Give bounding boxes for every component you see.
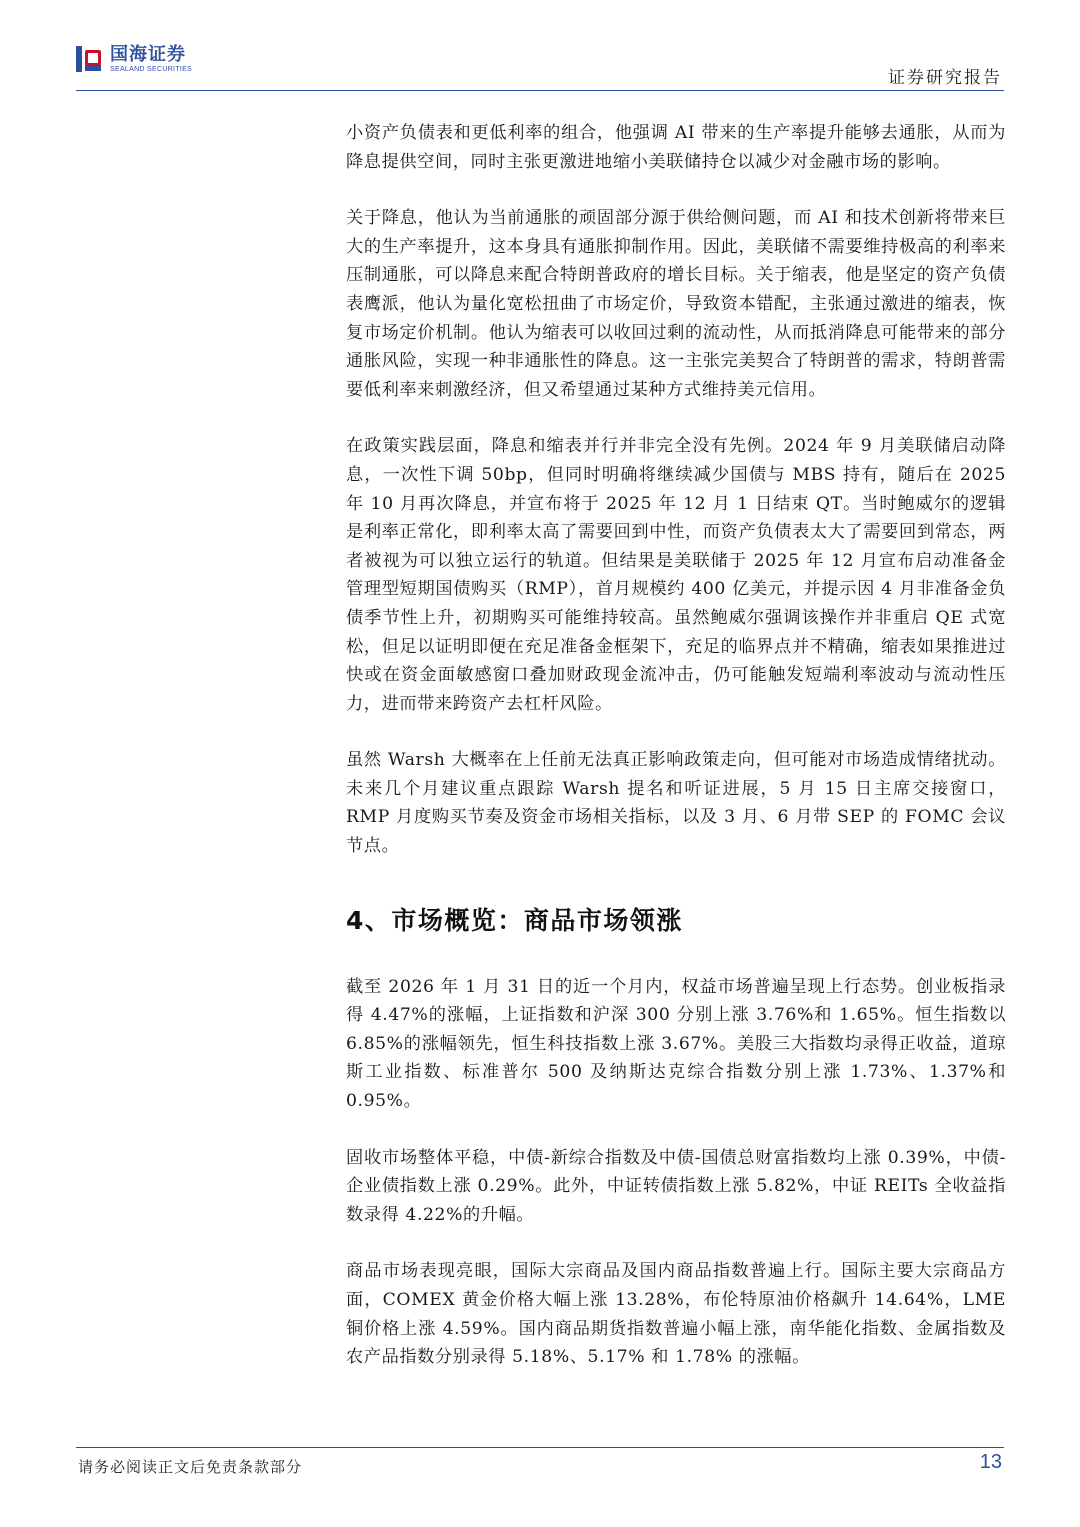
page-header (0, 0, 1080, 92)
sealand-logo-icon (76, 44, 104, 74)
body-paragraph: 固收市场整体平稳，中债-新综合指数及中债-国债总财富指数均上涨 0.39%，中债-企业债指数上涨 0.29%。此外，中证转债指数上涨 5.82%，中证 REITs 全收益指数录得 4.22%的升幅。 (346, 1147, 1006, 1225)
footer-divider (76, 1447, 1004, 1448)
logo-name-en: SEALAND SECURITIES (110, 65, 193, 73)
header-divider (76, 90, 1004, 91)
body-paragraph: 商品市场表现亮眼，国际大宗商品及国内商品指数普遍上行。国际主要大宗商品方面，COMEX 黄金价格大幅上涨 13.28%，布伦特原油价格飙升 14.64%，LME 铜价格上涨 4.59%。国内商品期货指数普遍小幅上涨，南华能化指数、金属指数及农产品指数分别录得 5.18%、5.17% 和 1.78% 的涨幅。 (346, 1261, 1006, 1368)
report-body (346, 119, 1006, 1400)
body-paragraph: 虽然 Warsh 大概率在上任前无法真正影响政策走向，但可能对市场造成情绪扰动。未来几个月建议重点跟踪 Warsh 提名和听证进展，5 月 15 日主席交接窗口，RMP 月度购买节奏及资金市场相关指标，以及 3 月、6 月带 SEP 的 FOMC 会议节点。 (346, 750, 1006, 857)
body-paragraph: 小资产负债表和更低利率的组合，他强调 AI 带来的生产率提升能够去通胀，从而为降息提供空间，同时主张更激进地缩小美联储持仓以减少对金融市场的影响。 (346, 123, 1006, 172)
section-heading: 4、市场概览：商品市场领涨 (346, 905, 683, 935)
company-logo (76, 44, 192, 74)
body-paragraph: 在政策实践层面，降息和缩表并行并非完全没有先例。2024 年 9 月美联储启动降息，一次性下调 50bp，但同时明确将继续减少国债与 MBS 持有，随后在 2025 年 10 月再次降息，并宣布将于 2025 年 12 月 1 日结束 QT。当时鲍威尔的逻辑是利率正常化，即利率太高了需要回到中性，而资产负债表太大了需要回到常态，两者被视为可以独立运行的轨道。但结果是美联储于 2025 年 12 月宣布启动准备金管理型短期国债购买（RMP），首月规模约 400 亿美元，并提示因 4 月非准备金负债季节性上升，初期购买可能维持较高。虽然鲍威尔强调该操作并非重启 QE 式宽松，但足以证明即便在充足准备金框架下，充足的临界点并不精确，缩表如果推进过快或在资金面敏感窗口叠加财政现金流冲击，仍可能触发短端利率波动与流动性压力，进而带来跨资产去杠杆风险。 (346, 436, 1006, 714)
logo-name-cn: 国海证券 (110, 43, 186, 65)
body-paragraph: 关于降息，他认为当前通胀的顽固部分源于供给侧问题，而 AI 和技术创新将带来巨大的生产率提升，这本身具有通胀抑制作用。因此，美联储不需要维持极高的利率来压制通胀，可以降息来配合特朗普政府的增长目标。关于缩表，他是坚定的资产负债表鹰派，他认为量化宽松扭曲了市场定价，导致资本错配，主张通过激进的缩表，恢复市场定价机制。他认为缩表可以收回过剩的流动性，从而抵消降息可能带来的部分通胀风险，实现一种非通胀性的降息。这一主张完美契合了特朗普的需求，特朗普需要低利率来刺激经济，但又希望通过某种方式维持美元信用。 (346, 208, 1006, 400)
body-paragraph: 截至 2026 年 1 月 31 日的近一个月内，权益市场普遍呈现上行态势。创业板指录得 4.47%的涨幅，上证指数和沪深 300 分别上涨 3.76%和 1.65%。恒生指数以 6.85%的涨幅领先，恒生科技指数上涨 3.67%。美股三大指数均录得正收益，道琼斯工业指数、标准普尔 500 及纳斯达克综合指数分别上涨 1.73%、1.37%和 0.95%。 (346, 976, 1006, 1112)
document-type-label: 证券研究报告 (888, 68, 1002, 88)
footer-disclaimer: 请务必阅读正文后免责条款部分 (78, 1458, 303, 1476)
page-number: 13 (979, 1451, 1002, 1473)
